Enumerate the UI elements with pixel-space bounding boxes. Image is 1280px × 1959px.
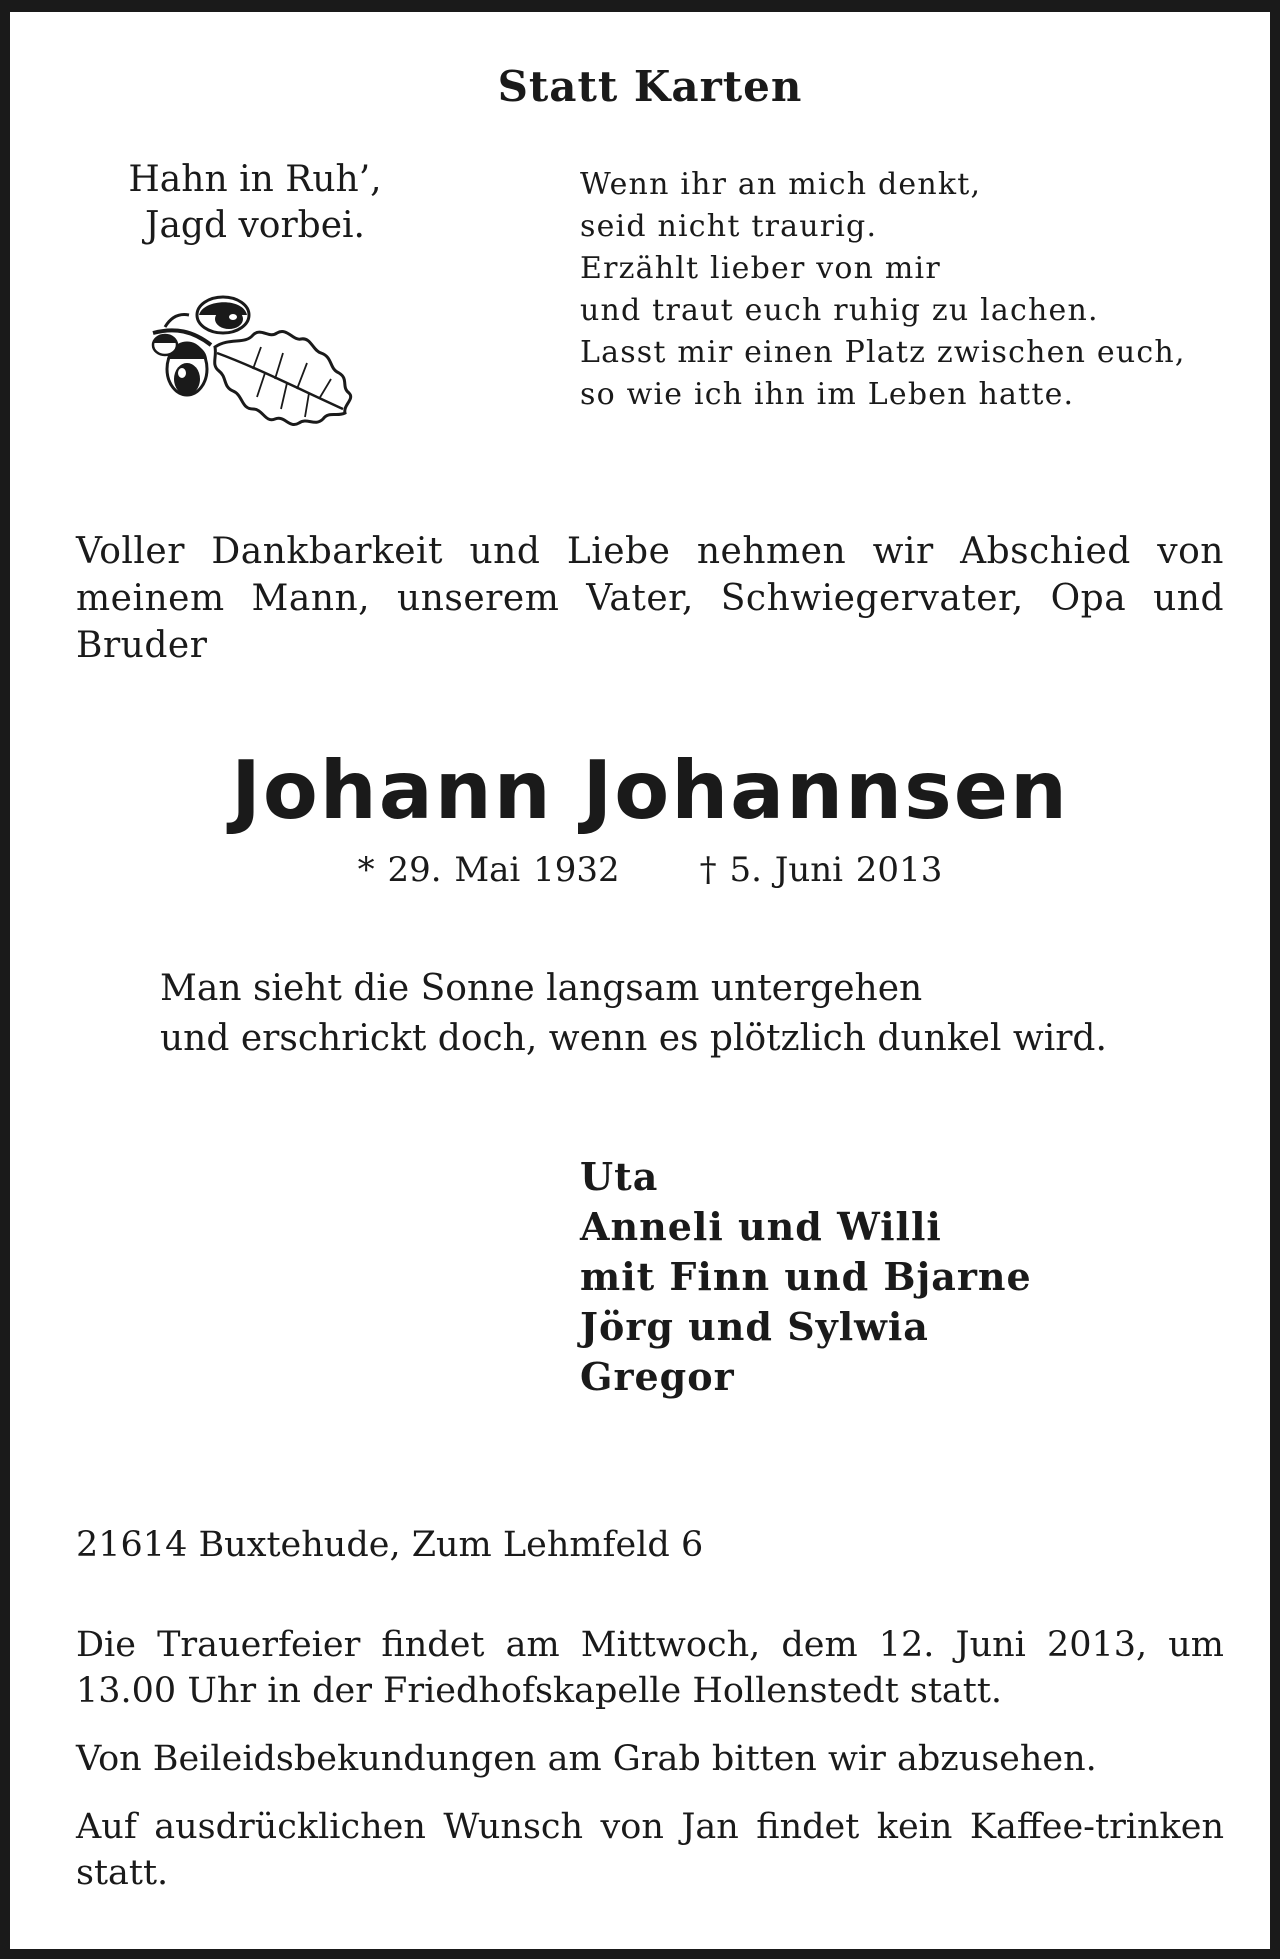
life-dates (10, 850, 1280, 890)
poem-line: seid nicht traurig. (580, 209, 878, 244)
quote-line-1: Man sieht die Sonne langsam untergehen (160, 968, 923, 1009)
mourners-list (580, 1152, 1260, 1402)
condolences-notice: Von Beileidsbekundungen am Grab bitten wir abzusehen. (76, 1739, 1097, 1779)
intro-text: Voller Dankbarkeit und Liebe nehmen wir Abschied von meinem Mann, unserem Vater, Schwiegervater, Opa und Bruder (76, 531, 1224, 666)
motto (100, 157, 410, 249)
poem-line: so wie ich ihn im Leben hatte. (580, 377, 1075, 412)
quote-line-2: und erschrickt doch, wenn es plötzlich dunkel wird. (160, 1018, 1107, 1059)
motto-line-2: Jagd vorbei. (145, 205, 365, 246)
mourner-name: Jörg und Sylwia (580, 1304, 929, 1349)
death-date: † 5. Juni 2013 (699, 850, 943, 890)
motto-line-1: Hahn in Ruh’, (128, 159, 382, 200)
poem-line: Wenn ihr an mich denkt, (580, 167, 982, 202)
quote (160, 964, 1240, 1064)
birth-date: * 29. Mai 1932 (357, 850, 620, 890)
poem-line: Erzählt lieber von mir (580, 251, 941, 286)
mourner-name: Anneli und Willi (580, 1204, 942, 1249)
poem-line: und traut euch ruhig zu lachen. (580, 293, 1099, 328)
ceremony-notice: Die Trauerfeier findet am Mittwoch, dem 12. Juni 2013, um 13.00 Uhr in der Friedhofskapelle Hollenstedt statt. (76, 1625, 1224, 1711)
address: 21614 Buxtehude, Zum Lehmfeld 6 (76, 1525, 704, 1565)
mourner-name: mit Finn und Bjarne (580, 1254, 1032, 1299)
coffee-notice: Auf ausdrücklichen Wunsch von Jan findet kein Kaffee-trinken statt. (76, 1807, 1224, 1893)
mourner-name: Gregor (580, 1354, 735, 1399)
poem (580, 164, 1260, 416)
poem-line: Lasst mir einen Platz zwischen euch, (580, 335, 1186, 370)
mourner-name: Uta (580, 1154, 659, 1199)
deceased-name: Johann Johannsen (231, 744, 1069, 837)
heading: Statt Karten (497, 62, 803, 111)
oak-leaf-acorn-icon (145, 287, 355, 432)
